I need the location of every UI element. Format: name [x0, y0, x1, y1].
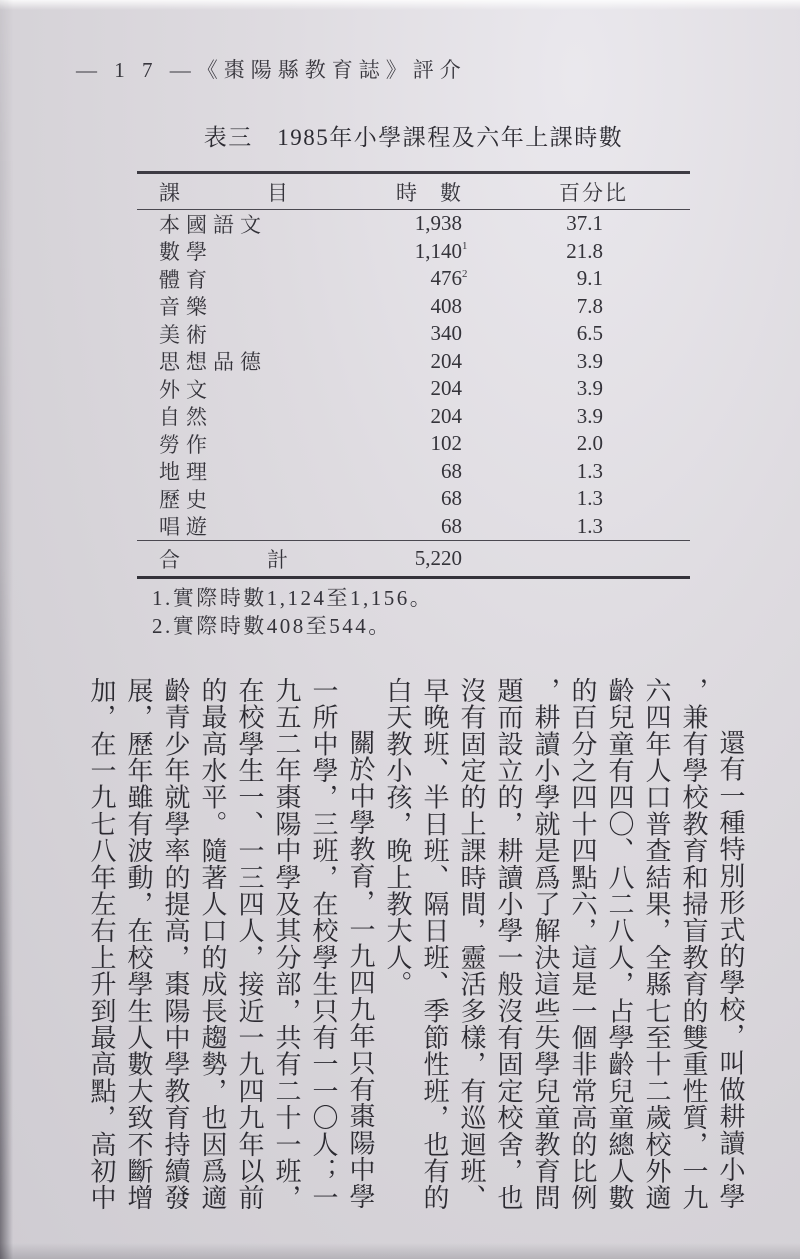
header-subject: 課 目: [159, 180, 294, 205]
scan-edge-highlight-top: [0, 0, 800, 10]
table-row: [137, 458, 690, 486]
scan-edge-shadow-left: [0, 0, 13, 1259]
table-row: [137, 348, 690, 376]
cell-percent: 1.3: [576, 458, 603, 483]
cell-subject: 自然: [159, 405, 213, 430]
footnote-marker-number: 1: [462, 240, 468, 253]
cell-percent: 37.1: [566, 211, 603, 236]
cell-percent: 9.1: [576, 266, 603, 291]
cell-percent: 7.8: [576, 293, 603, 318]
cell-percent: 2.0: [576, 431, 603, 456]
table-row: [137, 320, 690, 348]
table-row: [137, 375, 690, 403]
body-text-vertical: [83, 677, 749, 1213]
table-row: [137, 430, 690, 458]
cell-hours: 204: [430, 403, 462, 428]
total-label: 合 計: [159, 547, 294, 572]
table-row: [137, 293, 690, 321]
footnote-marker-number: 2: [462, 267, 468, 280]
total-hours: 5,220: [414, 546, 462, 570]
cell-hours: 68: [441, 513, 462, 538]
cell-subject: 體育: [159, 267, 213, 292]
footnote: 1.實際時數1,124至1,156。: [152, 586, 434, 610]
cell-subject: 美術: [159, 322, 213, 347]
running-head: — 1 7 —《棗陽縣教育誌》評介: [76, 58, 467, 82]
cell-hours: 204: [430, 376, 462, 401]
cell-hours: 408: [430, 293, 462, 318]
cell-percent: 1.3: [576, 513, 603, 538]
cell-hours: 68: [441, 458, 462, 483]
table-row: [137, 265, 690, 293]
table-row: [137, 513, 690, 541]
body-paragraph: 還有一種特別形式的學校，叫做耕讀小學，兼有學校教育和掃盲教育的雙重性質，一九六四年人口普查結果，全縣七至十二歲校外適齡兒童有四〇、八二八人，占學齡兒童總人數的百分之四十四點六，這是一個非常高的比例，耕讀小學就是爲了解決這些失學兒童教育問題而設立的，耕讀小學一般沒有固定校舍，也沒有固定的上課時間，靈活多樣，有巡迴班、早晚班、半日班、隔日班、季節性班，也有的白天教小孩，晚上教大人。: [383, 677, 745, 1211]
cell-percent: 3.9: [576, 403, 603, 428]
cell-hours: 204: [430, 348, 462, 373]
cell-hours: 1,140: [414, 238, 462, 263]
scan-edge-shadow-bottom: [0, 1243, 800, 1259]
table-header-row: [137, 174, 690, 210]
table-row: [137, 210, 690, 238]
table-footnotes: [152, 585, 433, 640]
cell-hours: 68: [441, 486, 462, 511]
cell-subject: 外文: [159, 377, 213, 402]
cell-percent: 3.9: [576, 376, 603, 401]
body-paragraph: 關於中學教育，一九四九年只有棗陽中學一所中學，三班，在校學生只有一一〇人；一九五二年棗陽中學及其分部，共有二十一班，在校學生一、一三四人，接近一九四九年以前的最高水平。隨著人口的成長趨勢，也因爲適齡青少年就學率的提高，棗陽中學教育持續發展，歷年雖有波動，在校學生人數大致不斷增加，在一九七八年左右上升到最高點，高初中: [87, 677, 375, 1211]
cell-percent: 1.3: [576, 486, 603, 511]
cell-hours: 340: [430, 321, 462, 346]
cell-subject: 唱遊: [159, 515, 213, 540]
footnote: 2.實際時數408至544。: [152, 613, 392, 638]
table-caption: 表三 1985年小學課程及六年上課時數: [203, 125, 624, 150]
cell-subject: 音樂: [159, 295, 213, 320]
cell-subject: 歷史: [159, 487, 213, 512]
header-percent: 百分比: [559, 180, 628, 205]
table-row: [137, 485, 690, 513]
cell-subject: 本國語文: [159, 212, 267, 237]
header-hours: 時 數: [396, 180, 462, 205]
curriculum-table: [137, 171, 690, 579]
table-total-row: [137, 540, 690, 576]
footnote-marker: [462, 242, 479, 260]
footnote-marker: [462, 267, 479, 288]
cell-subject: 地理: [159, 460, 213, 485]
cell-hours: 102: [430, 431, 462, 456]
cell-percent: 6.5: [576, 321, 603, 346]
cell-subject: 勞作: [159, 432, 213, 457]
cell-subject: 數學: [159, 240, 213, 265]
cell-percent: 21.8: [566, 238, 603, 263]
cell-hours: 476: [430, 266, 462, 291]
table-row: [137, 238, 690, 266]
cell-subject: 思想品德: [159, 350, 267, 375]
cell-hours: 1,938: [414, 211, 462, 236]
table-row: [137, 403, 690, 431]
cell-percent: 3.9: [576, 348, 603, 373]
